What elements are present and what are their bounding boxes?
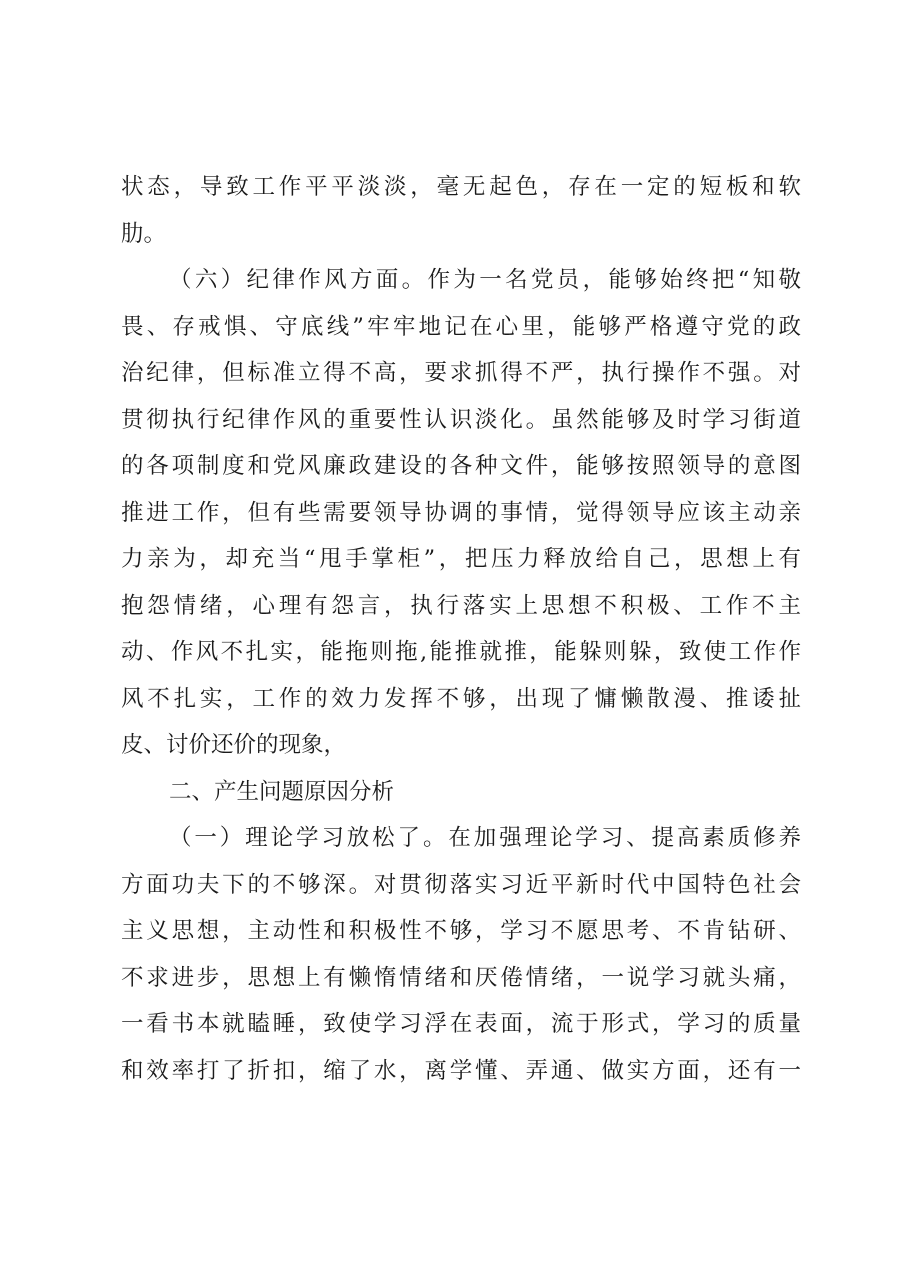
text-line: 畏、存戒惧、守底线”牢牢地记在心里，能够严格遵守党的政	[121, 313, 801, 340]
text-line: 和效率打了折扣，缩了水，离学懂、弄通、做实方面，还有一	[121, 1057, 801, 1084]
text-line: 皮、讨价还价的现象，	[121, 732, 347, 758]
text-line: 动、作风不扎实，能拖则拖,能推就推，能躲则躲，致使工作作	[121, 639, 801, 665]
text-line: 推进工作，但有些需要领导协调的事情，觉得领导应该主动亲	[121, 499, 801, 526]
text-line: 贯彻执行纪律作风的重要性认识淡化。虽然能够及时学习街道	[121, 406, 801, 433]
text-line: 方面功夫下的不够深。对贯彻落实习近平新时代中国特色社会	[121, 871, 801, 898]
text-line: 不求进步，思想上有懒惰情绪和厌倦情绪，一说学习就头痛，	[121, 964, 801, 991]
text-line: 治纪律，但标准立得不高，要求抓得不严，执行操作不强。对	[121, 360, 801, 386]
text-line: （一）理论学习放松了。在加强理论学习、提高素质修养	[169, 825, 801, 851]
text-line: 肋。	[121, 220, 167, 247]
text-line: 主义思想，主动性和积极性不够，学习不愿思考、不肯钻研、	[121, 918, 801, 944]
text-line: 力亲为，却充当“甩手掌柜”，把压力释放给自己，思想上有	[121, 546, 801, 572]
body-text	[121, 164, 801, 1094]
text-line: 二、产生问题原因分析	[169, 778, 395, 805]
text-line: 抱怨情绪，心理有怨言，执行落实上思想不积极、工作不主	[121, 592, 801, 619]
text-line: 一看书本就瞌睡，致使学习浮在表面，流于形式，学习的质量	[121, 1011, 801, 1037]
text-line: 状态，导致工作平平淡淡，毫无起色，存在一定的短板和软	[121, 174, 801, 200]
text-line: 风不扎实，工作的效力发挥不够，出现了慵懒散漫、推诿扯	[121, 685, 801, 712]
text-line: 的各项制度和党风廉政建设的各种文件，能够按照领导的意图	[121, 453, 801, 479]
text-line: （六）纪律作风方面。作为一名党员，能够始终把“知敬	[169, 267, 801, 293]
